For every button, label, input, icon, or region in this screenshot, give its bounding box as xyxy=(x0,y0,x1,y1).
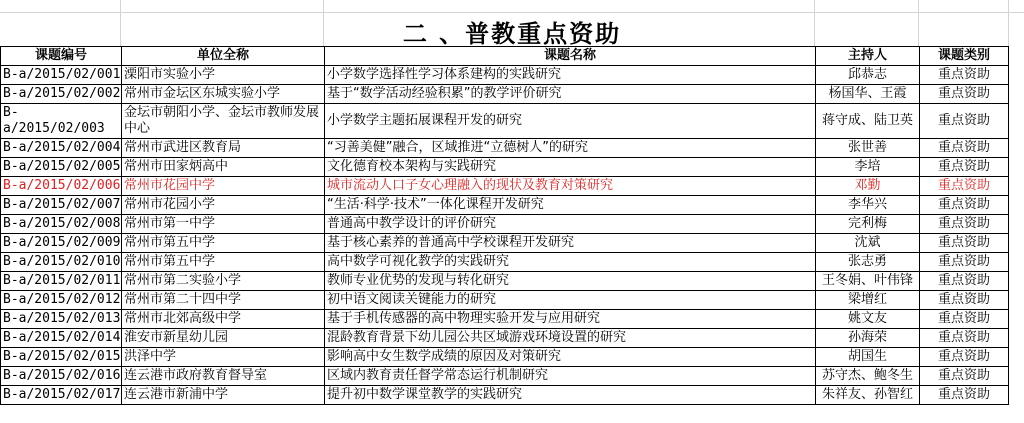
table-row xyxy=(1,85,1024,104)
blank-cell[interactable] xyxy=(1009,386,1024,405)
table-row xyxy=(1,253,1024,272)
cell-host[interactable]: 蒋守成、陆卫英 xyxy=(816,104,920,139)
table-row xyxy=(1,177,1024,196)
blank-cell[interactable] xyxy=(1009,253,1024,272)
cell-name[interactable]: 区域内教育责任督学常态运行机制研究 xyxy=(325,367,816,386)
cell-name[interactable]: 基于“数学活动经验积累”的教学评价研究 xyxy=(325,85,816,104)
cell-unit[interactable]: 常州市武进区教育局 xyxy=(122,139,325,158)
cell-type[interactable]: 重点资助 xyxy=(920,291,1009,310)
cell-unit[interactable]: 常州市北郊高级中学 xyxy=(122,310,325,329)
table-row xyxy=(1,234,1024,253)
cell-type[interactable]: 重点资助 xyxy=(920,66,1009,85)
cell-host[interactable]: 孙海荣 xyxy=(816,329,920,348)
cell-code[interactable]: B-a/2015/02/009 xyxy=(1,234,122,253)
blank-cell[interactable] xyxy=(1009,47,1024,66)
cell-host[interactable]: 李培 xyxy=(816,158,920,177)
cell-unit[interactable]: 常州市第五中学 xyxy=(122,234,325,253)
blank-cell[interactable] xyxy=(1009,215,1024,234)
blank-cell[interactable] xyxy=(1009,66,1024,85)
blank-cell[interactable] xyxy=(1009,367,1024,386)
cell-code[interactable]: B-a/2015/02/008 xyxy=(1,215,122,234)
header-row xyxy=(1,47,1024,66)
cell-host[interactable]: 李华兴 xyxy=(816,196,920,215)
blank-cell[interactable] xyxy=(1009,291,1024,310)
table-row xyxy=(1,329,1024,348)
table-row xyxy=(1,386,1024,405)
cell-code[interactable]: B-a/2015/02/013 xyxy=(1,310,122,329)
header-code[interactable]: 课题编号 xyxy=(1,47,122,66)
table-row xyxy=(1,215,1024,234)
cell-type[interactable]: 重点资助 xyxy=(920,234,1009,253)
cell-host[interactable]: 胡国生 xyxy=(816,348,920,367)
cell-type[interactable]: 重点资助 xyxy=(920,367,1009,386)
cell-unit[interactable]: 常州市第二十四中学 xyxy=(122,291,325,310)
cell-code[interactable]: B-a/2015/02/015 xyxy=(1,348,122,367)
cell-type[interactable]: 重点资助 xyxy=(920,158,1009,177)
cell-type[interactable]: 重点资助 xyxy=(920,85,1009,104)
cell-name[interactable]: 教师专业优势的发现与转化研究 xyxy=(325,272,816,291)
table-body xyxy=(1,66,1024,405)
cell-unit[interactable]: 常州市田家炳高中 xyxy=(122,158,325,177)
cell-host[interactable]: 完利梅 xyxy=(816,215,920,234)
table-row xyxy=(1,367,1024,386)
table-row xyxy=(1,310,1024,329)
cell-host[interactable]: 苏守杰、鲍冬生 xyxy=(816,367,920,386)
cell-host[interactable]: 王冬娟、叶伟锋 xyxy=(816,272,920,291)
cell-unit[interactable]: 连云港市政府教育督导室 xyxy=(122,367,325,386)
cell-unit[interactable]: 洪泽中学 xyxy=(122,348,325,367)
cell-unit[interactable]: 常州市第一中学 xyxy=(122,215,325,234)
cell-name[interactable]: 高中数学可视化教学的实践研究 xyxy=(325,253,816,272)
cell-type[interactable]: 重点资助 xyxy=(920,386,1009,405)
cell-code[interactable]: B-a/2015/02/011 xyxy=(1,272,122,291)
cell-unit[interactable]: 淮安市新星幼儿园 xyxy=(122,329,325,348)
cell-name[interactable]: 影响高中女生数学成绩的原因及对策研究 xyxy=(325,348,816,367)
cell-code[interactable]: B-a/2015/02/007 xyxy=(1,196,122,215)
cell-unit[interactable]: 常州市花园小学 xyxy=(122,196,325,215)
table-row xyxy=(1,291,1024,310)
cell-name[interactable]: 初中语文阅读关键能力的研究 xyxy=(325,291,816,310)
cell-code[interactable]: B-a/2015/02/005 xyxy=(1,158,122,177)
cell-unit[interactable]: 常州市花园中学 xyxy=(122,177,325,196)
cell-name[interactable]: 城市流动人口子女心理融入的现状及教育对策研究 xyxy=(325,177,816,196)
blank-cell[interactable] xyxy=(1009,196,1024,215)
table-row xyxy=(1,158,1024,177)
cell-host[interactable]: 梁增红 xyxy=(816,291,920,310)
cell-code[interactable]: B-a/2015/02/010 xyxy=(1,253,122,272)
cell-name[interactable]: 小学数学主题拓展课程开发的研究 xyxy=(325,104,816,139)
blank-cell[interactable] xyxy=(1009,310,1024,329)
table-row xyxy=(1,348,1024,367)
table-row xyxy=(1,66,1024,85)
blank-cell[interactable] xyxy=(1009,158,1024,177)
cell-type[interactable]: 重点资助 xyxy=(920,310,1009,329)
cell-name[interactable]: 提升初中数学课堂教学的实践研究 xyxy=(325,386,816,405)
cell-type[interactable]: 重点资助 xyxy=(920,196,1009,215)
cell-name[interactable]: 文化德育校本架构与实践研究 xyxy=(325,158,816,177)
blank-cell[interactable] xyxy=(1009,329,1024,348)
cell-type[interactable]: 重点资助 xyxy=(920,177,1009,196)
data-table xyxy=(0,46,1024,405)
page-title: 二 、普教重点资助 xyxy=(402,19,622,48)
header-unit[interactable]: 单位全称 xyxy=(122,47,325,66)
cell-name[interactable]: 小学数学选择性学习体系建构的实践研究 xyxy=(325,66,816,85)
table-row xyxy=(1,196,1024,215)
blank-cell[interactable] xyxy=(1009,272,1024,291)
cell-host[interactable]: 姚文友 xyxy=(816,310,920,329)
cell-type[interactable]: 重点资助 xyxy=(920,104,1009,139)
cell-code[interactable]: B-a/2015/02/016 xyxy=(1,367,122,386)
cell-name[interactable]: “生活·科学·技术”一体化课程开发研究 xyxy=(325,196,816,215)
cell-host[interactable]: 邱恭志 xyxy=(816,66,920,85)
cell-code[interactable]: B-a/2015/02/004 xyxy=(1,139,122,158)
cell-type[interactable]: 重点资助 xyxy=(920,253,1009,272)
cell-name[interactable]: 基于核心素养的普通高中学校课程开发研究 xyxy=(325,234,816,253)
header-host[interactable]: 主持人 xyxy=(816,47,920,66)
cell-name[interactable]: 普通高中教学设计的评价研究 xyxy=(325,215,816,234)
cell-host[interactable]: 张世善 xyxy=(816,139,920,158)
cell-code[interactable]: B-a/2015/02/003 xyxy=(1,104,122,139)
cell-host[interactable]: 沈斌 xyxy=(816,234,920,253)
blank-cell[interactable] xyxy=(1009,177,1024,196)
header-name[interactable]: 课题名称 xyxy=(325,47,816,66)
cell-code[interactable]: B-a/2015/02/012 xyxy=(1,291,122,310)
table-row xyxy=(1,272,1024,291)
cell-host[interactable]: 朱祥友、孙智红 xyxy=(816,386,920,405)
cell-type[interactable]: 重点资助 xyxy=(920,329,1009,348)
cell-host[interactable]: 杨国华、王霞 xyxy=(816,85,920,104)
grid-line xyxy=(0,12,1024,13)
blank-cell[interactable] xyxy=(1009,139,1024,158)
cell-unit[interactable]: 常州市金坛区东城实验小学 xyxy=(122,85,325,104)
cell-host[interactable]: 张志勇 xyxy=(816,253,920,272)
cell-unit[interactable]: 连云港市新浦中学 xyxy=(122,386,325,405)
cell-unit[interactable]: 常州市第五中学 xyxy=(122,253,325,272)
cell-type[interactable]: 重点资助 xyxy=(920,215,1009,234)
blank-cell[interactable] xyxy=(1009,104,1024,139)
cell-code[interactable]: B-a/2015/02/014 xyxy=(1,329,122,348)
header-type[interactable]: 课题类别 xyxy=(920,47,1009,66)
cell-unit[interactable]: 金坛市朝阳小学、金坛市教师发展中心 xyxy=(122,104,325,139)
cell-code[interactable]: B-a/2015/02/001 xyxy=(1,66,122,85)
cell-type[interactable]: 重点资助 xyxy=(920,272,1009,291)
table-row xyxy=(1,139,1024,158)
blank-cell[interactable] xyxy=(1009,85,1024,104)
cell-name[interactable]: 基于手机传感器的高中物理实验开发与应用研究 xyxy=(325,310,816,329)
cell-type[interactable]: 重点资助 xyxy=(920,348,1009,367)
blank-cell[interactable] xyxy=(1009,234,1024,253)
cell-unit[interactable]: 常州市第二实验小学 xyxy=(122,272,325,291)
cell-type[interactable]: 重点资助 xyxy=(920,139,1009,158)
cell-name[interactable]: 混龄教育背景下幼儿园公共区域游戏环境设置的研究 xyxy=(325,329,816,348)
table-row xyxy=(1,104,1024,139)
cell-code[interactable]: B-a/2015/02/002 xyxy=(1,85,122,104)
cell-host[interactable]: 邓勤 xyxy=(816,177,920,196)
blank-cell[interactable] xyxy=(1009,348,1024,367)
cell-code[interactable]: B-a/2015/02/006 xyxy=(1,177,122,196)
cell-name[interactable]: “习善美健”融合，区域推进“立德树人”的研究 xyxy=(325,139,816,158)
cell-unit[interactable]: 溧阳市实验小学 xyxy=(122,66,325,85)
cell-code[interactable]: B-a/2015/02/017 xyxy=(1,386,122,405)
